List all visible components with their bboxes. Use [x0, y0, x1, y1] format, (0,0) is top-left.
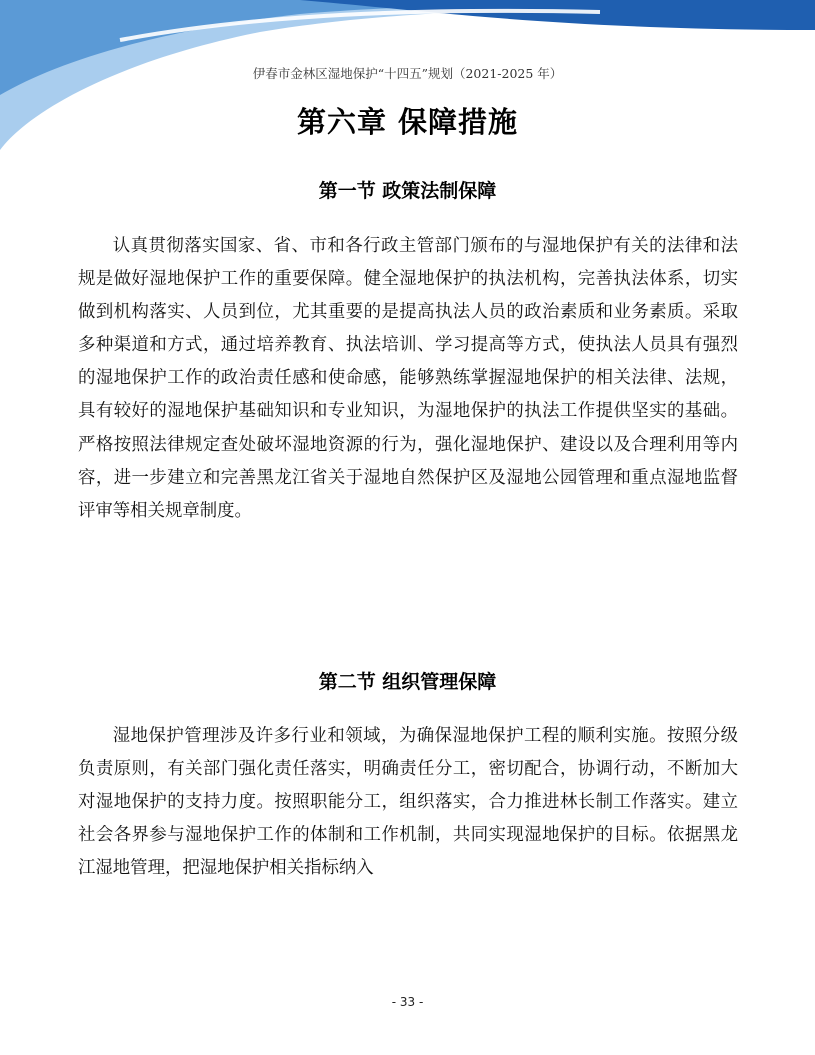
section-title-organization: 第二节 组织管理保障 [318, 671, 497, 693]
running-header: 伊春市金林区湿地保护“十四五”规划（2021-2025 年） [252, 66, 563, 81]
section-paragraph-policy: 认真贯彻落实国家、省、市和各行政主管部门颁布的与湿地保护有关的法律和法规是做好湿地保护工作的重要保障。健全湿地保护的执法机构，完善执法体系，切实做到机构落实、人员到位，尤其重要的是提高执法人员的政治素质和业务素质。采取多种渠道和方式，通过培养教育、执法培训、学习提高等方式，使执法人员具有强烈的湿地保护工作的政治责任感和使命感，能够熟练掌握湿地保护的相关法律、法规，具有较好的湿地保护基础知识和专业知识，为湿地保护的执法工作提供坚实的基础。严格按照法律规定查处破坏湿地资源的行为，强化湿地保护、建设以及合理利用等内容，进一步建立和完善黑龙江省关于湿地自然保护区及湿地公园管理和重点湿地监督评审等相关规章制度。 [78, 236, 738, 521]
section-paragraph-organization: 湿地保护管理涉及许多行业和领域，为确保湿地保护工程的顺利实施。按照分级负责原则，有关部门强化责任落实，明确责任分工，密切配合，协调行动，不断加大对湿地保护的支持力度。按照职能分工，组织落实，合力推进林长制工作落实。建立社会各界参与湿地保护工作的体制和工作机制，共同实现湿地保护的目标。依据黑龙江湿地管理，把湿地保护相关指标纳入 [78, 726, 738, 879]
chapter-title: 第六章 保障措施 [296, 105, 519, 139]
section-title-policy: 第一节 政策法制保障 [318, 180, 497, 202]
page-number: - 33 - [391, 995, 424, 1009]
